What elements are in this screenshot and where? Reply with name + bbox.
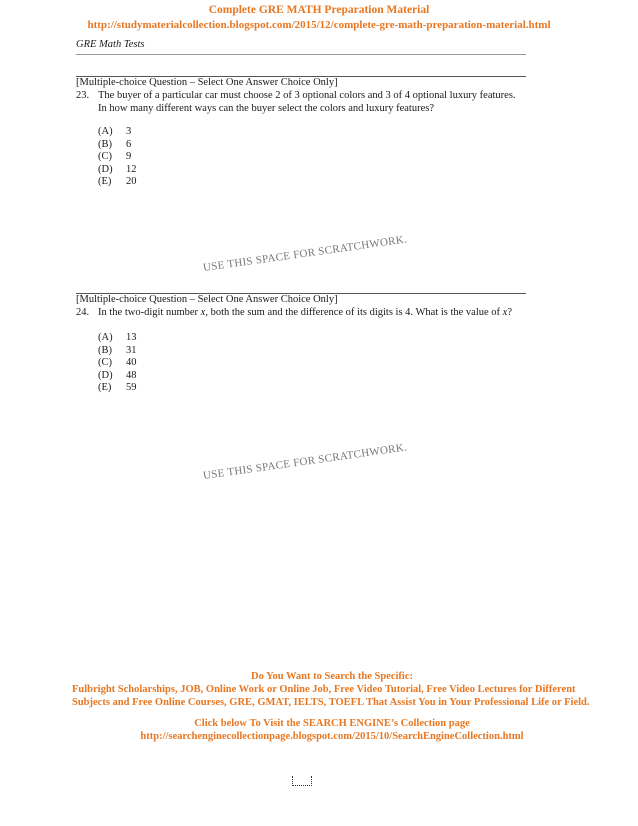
- answer-choice[interactable]: [98, 151, 137, 164]
- variable-x: x: [200, 307, 206, 318]
- answer-choice[interactable]: [98, 332, 137, 345]
- footer-link[interactable]: http://searchenginecollectionpage.blogspot.com/2015/10/SearchEngineCollection.html: [140, 731, 524, 742]
- choice-value: 48: [126, 369, 137, 381]
- choice-label: (D): [98, 369, 113, 381]
- question-24-stem: [76, 307, 536, 318]
- question-text-line: In how many different ways can the buyer select the colors and luxury features?: [98, 103, 434, 114]
- answer-choices-24: [98, 332, 137, 395]
- choice-value: 3: [126, 126, 132, 137]
- choice-value: 13: [126, 332, 137, 343]
- page-number-box: [292, 776, 312, 786]
- question-text-part: In the two-digit number: [98, 307, 201, 318]
- answer-choices-23: [98, 126, 137, 189]
- footer-cta: Click below To Visit the SEARCH ENGINE’s Collection page: [194, 718, 470, 729]
- scratchwork-watermark: USE THIS SPACE FOR SCRATCHWORK.: [202, 441, 408, 482]
- answer-choice[interactable]: [98, 176, 137, 189]
- answer-choice[interactable]: [98, 357, 137, 370]
- header-title: Complete GRE MATH Preparation Material: [208, 4, 430, 16]
- footer-body: Fulbright Scholarships, JOB, Online Work or Online Job, Free Video Tutorial, Free Video Lectures for Different Subjects and Free Online Courses, GRE, GMAT, IELTS, TOEFL That Assist You in Your Professional Life or Field.: [72, 684, 590, 708]
- choice-value: 59: [126, 382, 137, 394]
- choice-label: (A): [98, 332, 113, 343]
- question-text-line: The buyer of a particular car must choose 2 of 3 optional colors and 3 of 4 optional luxury features.: [98, 90, 516, 101]
- answer-choice[interactable]: [98, 126, 137, 139]
- question-number: 23.: [76, 90, 90, 101]
- answer-choice[interactable]: [98, 139, 137, 152]
- header-divider: [76, 54, 526, 55]
- question-23-stem: [76, 90, 536, 101]
- header-url-link[interactable]: http://studymaterialcollection.blogspot.com/2015/12/complete-gre-math-preparation-material.html: [87, 19, 551, 31]
- question-text-part: , both the sum and the difference of its digits is 4. What is the value of: [205, 307, 503, 318]
- choice-label: (D): [98, 163, 113, 175]
- choice-label: (B): [98, 344, 112, 356]
- question-type-label: [Multiple-choice Question – Select One Answer Choice Only]: [76, 77, 338, 88]
- choice-label: (E): [98, 382, 112, 394]
- choice-value: 6: [126, 138, 132, 150]
- scratchwork-watermark: USE THIS SPACE FOR SCRATCHWORK.: [202, 233, 408, 274]
- answer-choice[interactable]: [98, 345, 137, 358]
- choice-label: (C): [98, 357, 112, 369]
- choice-label: (C): [98, 151, 112, 163]
- question-type-label: [Multiple-choice Question – Select One Answer Choice Only]: [76, 294, 338, 305]
- answer-choice[interactable]: [98, 382, 137, 395]
- choice-label: (B): [98, 138, 112, 150]
- answer-choice[interactable]: [98, 164, 137, 177]
- choice-label: (A): [98, 126, 113, 137]
- choice-value: 40: [126, 357, 137, 369]
- footer-heading: Do You Want to Search the Specific:: [251, 671, 413, 682]
- question-number: 24.: [76, 307, 90, 318]
- choice-value: 12: [126, 163, 137, 175]
- choice-value: 9: [126, 151, 132, 163]
- choice-label: (E): [98, 176, 112, 188]
- choice-value: 20: [126, 176, 137, 188]
- variable-x: x: [502, 307, 508, 318]
- question-text-part: ?: [507, 307, 513, 318]
- running-head: GRE Math Tests: [76, 39, 145, 50]
- choice-value: 31: [126, 344, 137, 356]
- answer-choice[interactable]: [98, 370, 137, 383]
